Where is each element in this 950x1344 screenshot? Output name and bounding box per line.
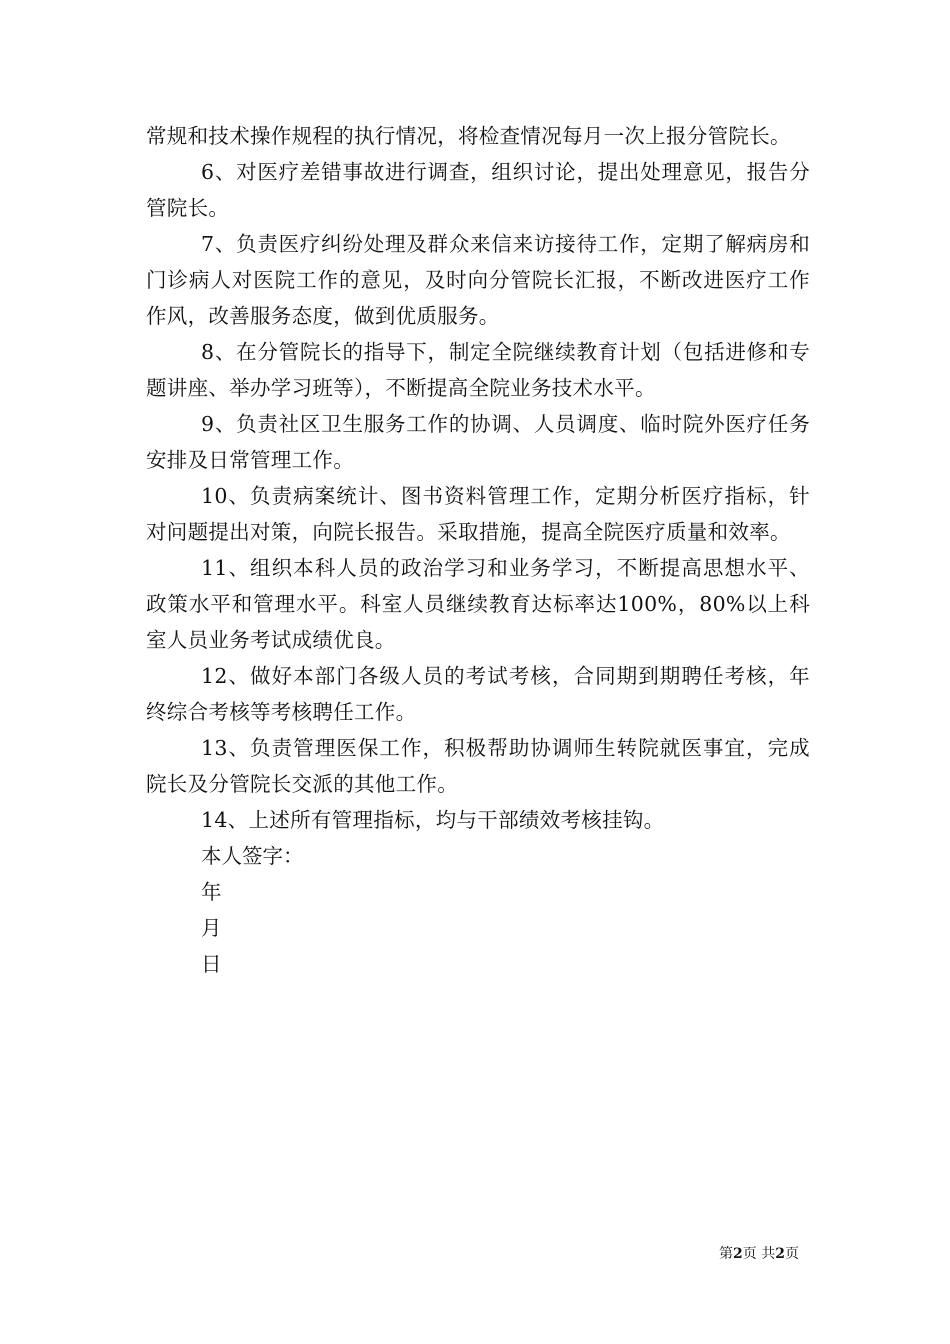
paragraph-item-12: 12、做好本部门各级人员的考试考核，合同期到期聘任考核，年终综合考核等考核聘任工作。: [146, 664, 810, 724]
footer-total-pages: 2: [775, 1246, 785, 1262]
footer-middle: 页 共: [742, 1246, 776, 1262]
signature-block: [146, 838, 810, 982]
paragraph-item-13: 13、负责管理医保工作，积极帮助协调师生转院就医事宜，完成院长及分管院长交派的其他工作。: [146, 736, 810, 796]
signature-month: 月: [201, 916, 222, 940]
document-body: [146, 118, 810, 982]
signature-year: 年: [201, 880, 222, 904]
signature-day: 日: [201, 952, 222, 976]
signature-label: 本人签字：: [201, 844, 304, 868]
paragraph-item-6: 6、对医疗差错事故进行调查，组织讨论，提出处理意见，报告分管院长。: [146, 160, 810, 220]
footer-current-page: 2: [733, 1246, 743, 1262]
paragraph-item-8: 8、在分管院长的指导下，制定全院继续教育计划（包括进修和专题讲座、举办学习班等），不断提高全院业务技术水平。: [146, 340, 810, 400]
paragraph-continuation: 常规和技术操作规程的执行情况，将检查情况每月一次上报分管院长。: [146, 124, 791, 148]
page-number-footer: [719, 1244, 799, 1264]
paragraph-item-7: 7、负责医疗纠纷处理及群众来信来访接待工作，定期了解病房和门诊病人对医院工作的意见，及时向分管院长汇报，不断改进医疗工作作风，改善服务态度，做到优质服务。: [146, 232, 810, 328]
footer-prefix: 第: [719, 1246, 733, 1262]
paragraph-item-9: 9、负责社区卫生服务工作的协调、人员调度、临时院外医疗任务安排及日常管理工作。: [146, 412, 810, 472]
paragraph-item-10: 10、负责病案统计、图书资料管理工作，定期分析医疗指标，针对问题提出对策，向院长报告。采取措施，提高全院医疗质量和效率。: [146, 484, 810, 544]
paragraph-item-11: 11、组织本科人员的政治学习和业务学习，不断提高思想水平、政策水平和管理水平。科室人员继续教育达标率达100%，80%以上科室人员业务考试成绩优良。: [146, 556, 810, 652]
footer-suffix: 页: [784, 1246, 799, 1262]
paragraph-item-14: 14、上述所有管理指标，均与干部绩效考核挂钩。: [201, 808, 665, 832]
